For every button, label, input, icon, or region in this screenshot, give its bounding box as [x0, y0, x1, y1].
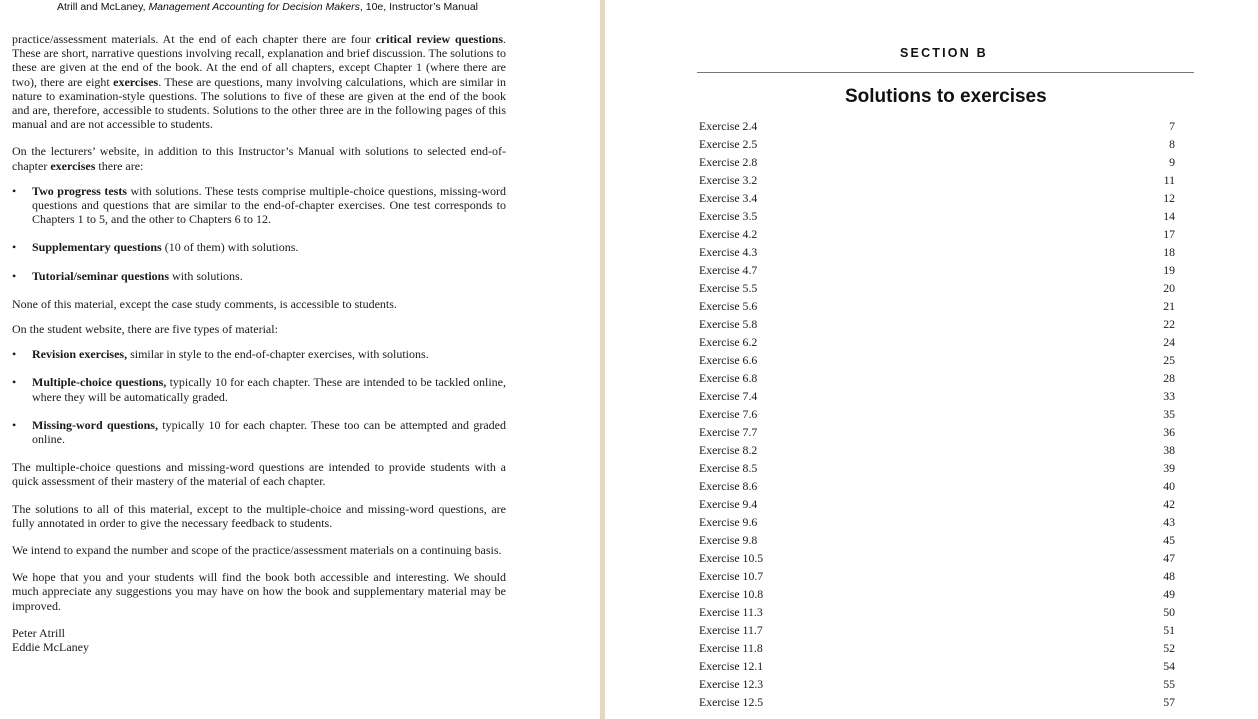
- toc-page-number: 12: [1163, 191, 1175, 205]
- student-material-item-text: typically 10 for each chapter. These are intended to be tackled online, where they will be automatically graded.: [32, 375, 507, 404]
- toc-page-number: 22: [1163, 317, 1175, 331]
- toc-entry-label: Exercise 3.2: [699, 173, 758, 187]
- toc-row[interactable]: [699, 263, 1175, 281]
- toc-entry-label: Exercise 11.8: [699, 641, 763, 655]
- student-material-item-bold: Multiple-choice questions,: [32, 375, 167, 390]
- toc-entry-label: Exercise 9.4: [699, 497, 758, 511]
- toc-page-number: 9: [1169, 155, 1175, 169]
- toc-entry-label: Exercise 10.7: [699, 569, 764, 583]
- toc-page-number: 57: [1163, 695, 1175, 709]
- toc-entry-label: Exercise 12.1: [699, 659, 764, 673]
- bullet-icon: •: [12, 417, 17, 432]
- header-book-title: Management Accounting for Decision Makers: [148, 1, 360, 13]
- toc-page-number: 52: [1163, 641, 1175, 655]
- toc-page-number: 51: [1163, 623, 1175, 637]
- section-label: SECTION B: [900, 46, 988, 60]
- toc-entry-label: Exercise 2.5: [699, 137, 758, 151]
- paragraph-expand-materials: We intend to expand the number and scope of the practice/assessment materials on a continuing basis.: [12, 543, 502, 558]
- toc-entry-label: Exercise 5.5: [699, 281, 758, 295]
- toc-row[interactable]: [699, 551, 1175, 569]
- toc-page-number: 50: [1163, 605, 1175, 619]
- bullet-icon: •: [12, 347, 17, 362]
- paragraph-not-accessible: None of this material, except the case study comments, is accessible to students.: [12, 296, 397, 311]
- bullet-icon: •: [12, 183, 17, 198]
- toc-page-number: 25: [1163, 353, 1175, 367]
- toc-page-number: 49: [1163, 587, 1175, 601]
- toc-entry-label: Exercise 6.6: [699, 353, 758, 367]
- student-material-item-text: similar in style to the end-of-chapter exercises, with solutions.: [127, 347, 429, 362]
- left-body-text: [12, 32, 506, 667]
- right-page: [605, 0, 1258, 719]
- paragraph-materials: [12, 32, 506, 131]
- toc-row[interactable]: [699, 497, 1175, 515]
- toc-page-number: 17: [1163, 227, 1175, 241]
- signature-author-2: Eddie McLaney: [12, 640, 89, 655]
- toc-page-number: 24: [1163, 335, 1175, 349]
- p1-text-1: practice/assessment materials. At the end of each chapter there are four: [12, 32, 376, 46]
- toc-row[interactable]: [699, 443, 1175, 461]
- toc-entry-label: Exercise 12.5: [699, 695, 764, 709]
- toc-page-number: 33: [1163, 389, 1175, 403]
- toc-entry-label: Exercise 2.4: [699, 119, 758, 133]
- toc-row[interactable]: [699, 209, 1175, 227]
- toc-entry-label: Exercise 8.5: [699, 461, 758, 475]
- lecturer-material-item: [12, 240, 506, 254]
- toc-row[interactable]: [699, 569, 1175, 587]
- toc-entry-label: Exercise 8.2: [699, 443, 758, 457]
- bullet-icon: •: [12, 268, 17, 283]
- toc-page-number: 11: [1163, 173, 1175, 187]
- p2-text-1: On the lecturers’ website, in addition to this Instructor’s Manual with solutions to selected end-of-chapter: [12, 144, 506, 173]
- table-of-contents: [699, 119, 1175, 713]
- lecturer-material-item-bold: Supplementary questions: [32, 240, 162, 255]
- lecturer-material-item-text: with solutions.: [169, 268, 243, 283]
- toc-row[interactable]: [699, 533, 1175, 551]
- lecturer-material-item-text: with solutions. These tests comprise multiple-choice questions, missing-word questions and questions that are similar to the end-of-chapter exercises. One test corresponds to Chapters 1 to 5, and the other to Chapters 6 to 12.: [32, 183, 506, 227]
- lecturer-material-item: [12, 184, 506, 227]
- toc-entry-label: Exercise 6.2: [699, 335, 758, 349]
- toc-entry-label: Exercise 10.5: [699, 551, 764, 565]
- toc-page-number: 20: [1163, 281, 1175, 295]
- page-title: Solutions to exercises: [845, 86, 1047, 107]
- toc-page-number: 47: [1163, 551, 1175, 565]
- toc-row[interactable]: [699, 173, 1175, 191]
- toc-page-number: 28: [1163, 371, 1175, 385]
- p2-bold-exercises: exercises: [50, 158, 96, 173]
- toc-row[interactable]: [699, 353, 1175, 371]
- lecturer-materials-list: [12, 184, 506, 283]
- paragraph-lecturers-website: [12, 144, 506, 172]
- toc-row[interactable]: [699, 695, 1175, 713]
- paragraph-quick-assessment: The multiple-choice questions and missing-word questions are intended to provide students with a quick assessment of their mastery of the material of each chapter.: [12, 460, 506, 489]
- toc-page-number: 55: [1163, 677, 1175, 691]
- toc-row[interactable]: [699, 389, 1175, 407]
- student-material-item-bold: Missing-word questions,: [32, 417, 158, 432]
- toc-entry-label: Exercise 4.7: [699, 263, 758, 277]
- student-materials-list: [12, 347, 506, 446]
- student-material-item-text: typically 10 for each chapter. These too can be attempted and graded online.: [32, 417, 506, 447]
- signature-author-1: Peter Atrill: [12, 625, 65, 640]
- toc-entry-label: Exercise 4.2: [699, 227, 758, 241]
- toc-entry-label: Exercise 9.8: [699, 533, 758, 547]
- header-edition: , 10e, Instructor’s Manual: [359, 1, 478, 13]
- toc-page-number: 43: [1163, 515, 1175, 529]
- toc-row[interactable]: [699, 371, 1175, 389]
- student-material-item-bold: Revision exercises,: [32, 347, 128, 362]
- toc-row[interactable]: [699, 335, 1175, 353]
- toc-page-number: 8: [1169, 137, 1175, 151]
- toc-page-number: 38: [1163, 443, 1175, 457]
- toc-row[interactable]: [699, 659, 1175, 677]
- running-header: [57, 0, 478, 14]
- p1-bold-exercises: exercises: [113, 74, 159, 89]
- toc-row[interactable]: [699, 227, 1175, 245]
- toc-page-number: 14: [1163, 209, 1175, 223]
- toc-row[interactable]: [699, 677, 1175, 695]
- student-material-item: [12, 375, 506, 403]
- paragraph-annotated-solutions: The solutions to all of this material, except to the multiple-choice and missing-word questions, are fully annotated in order to give the necessary feedback to students.: [12, 501, 506, 530]
- lecturer-material-item-text: (10 of them) with solutions.: [161, 240, 299, 255]
- toc-entry-label: Exercise 9.6: [699, 515, 758, 529]
- toc-row[interactable]: [699, 479, 1175, 497]
- toc-page-number: 42: [1163, 497, 1175, 511]
- toc-entry-label: Exercise 2.8: [699, 155, 758, 169]
- toc-row[interactable]: [699, 245, 1175, 263]
- toc-page-number: 40: [1163, 479, 1175, 493]
- header-authors: Atrill and McLaney,: [57, 1, 149, 13]
- p1-text-3: . These are questions, many involving calculations, which are similar in nature to examination-style questions. The solutions to five of these are given at the end of the book and are, therefore, accessible to students. Solutions to the other three are in the following pages of this manual and are not accessible to students.: [12, 74, 506, 132]
- toc-page-number: 54: [1163, 659, 1175, 673]
- toc-row[interactable]: [699, 605, 1175, 623]
- toc-page-number: 35: [1163, 407, 1175, 421]
- lecturer-material-item-bold: Two progress tests: [32, 183, 127, 198]
- toc-page-number: 48: [1163, 569, 1175, 583]
- p1-text-2: . These are short, narrative questions involving recall, explanation and brief discussion. The solutions to these are given at the end of the book. At the end of all chapters, except Chapter 1 (where there are two), there are eight: [12, 32, 506, 89]
- lecturer-material-item: [12, 269, 506, 283]
- toc-row[interactable]: [699, 587, 1175, 605]
- toc-row[interactable]: [699, 425, 1175, 443]
- bullet-icon: •: [12, 375, 17, 390]
- toc-entry-label: Exercise 4.3: [699, 245, 758, 259]
- toc-page-number: 19: [1163, 263, 1175, 277]
- toc-row[interactable]: [699, 623, 1175, 641]
- toc-row[interactable]: [699, 317, 1175, 335]
- toc-row[interactable]: [699, 137, 1175, 155]
- toc-entry-label: Exercise 5.8: [699, 317, 758, 331]
- signature: [12, 626, 506, 654]
- toc-row[interactable]: [699, 461, 1175, 479]
- lecturer-material-item-bold: Tutorial/seminar questions: [32, 268, 170, 283]
- paragraph-student-website: On the student website, there are five types of material:: [12, 322, 278, 337]
- toc-page-number: 21: [1163, 299, 1175, 313]
- toc-row[interactable]: [699, 515, 1175, 533]
- toc-page-number: 7: [1169, 119, 1175, 133]
- toc-entry-label: Exercise 6.8: [699, 371, 758, 385]
- toc-entry-label: Exercise 5.6: [699, 299, 758, 313]
- toc-entry-label: Exercise 10.8: [699, 587, 764, 601]
- student-material-item: [12, 347, 506, 361]
- toc-entry-label: Exercise 7.4: [699, 389, 758, 403]
- p1-bold-critical-review: critical review questions: [375, 32, 503, 46]
- toc-row[interactable]: [699, 119, 1175, 137]
- bullet-icon: •: [12, 240, 17, 255]
- toc-entry-label: Exercise 7.6: [699, 407, 758, 421]
- section-rule: [697, 72, 1194, 73]
- toc-entry-label: Exercise 8.6: [699, 479, 758, 493]
- toc-row[interactable]: [699, 641, 1175, 659]
- toc-page-number: 18: [1163, 245, 1175, 259]
- toc-entry-label: Exercise 11.3: [699, 605, 763, 619]
- toc-entry-label: Exercise 3.4: [699, 191, 758, 205]
- toc-entry-label: Exercise 3.5: [699, 209, 758, 223]
- toc-row[interactable]: [699, 281, 1175, 299]
- toc-page-number: 36: [1163, 425, 1175, 439]
- toc-entry-label: Exercise 12.3: [699, 677, 764, 691]
- toc-page-number: 45: [1163, 533, 1175, 547]
- toc-row[interactable]: [699, 299, 1175, 317]
- left-page: [0, 0, 600, 719]
- toc-row[interactable]: [699, 407, 1175, 425]
- student-material-item: [12, 418, 506, 446]
- toc-entry-label: Exercise 7.7: [699, 425, 758, 439]
- toc-entry-label: Exercise 11.7: [699, 623, 763, 637]
- p2-text-2: there are:: [95, 158, 144, 173]
- paragraph-suggestions: We hope that you and your students will find the book both accessible and interesting. We should much appreciate any suggestions you may have on how the book and supplementary material may be improved.: [12, 570, 506, 613]
- toc-page-number: 39: [1163, 461, 1175, 475]
- toc-row[interactable]: [699, 155, 1175, 173]
- toc-row[interactable]: [699, 191, 1175, 209]
